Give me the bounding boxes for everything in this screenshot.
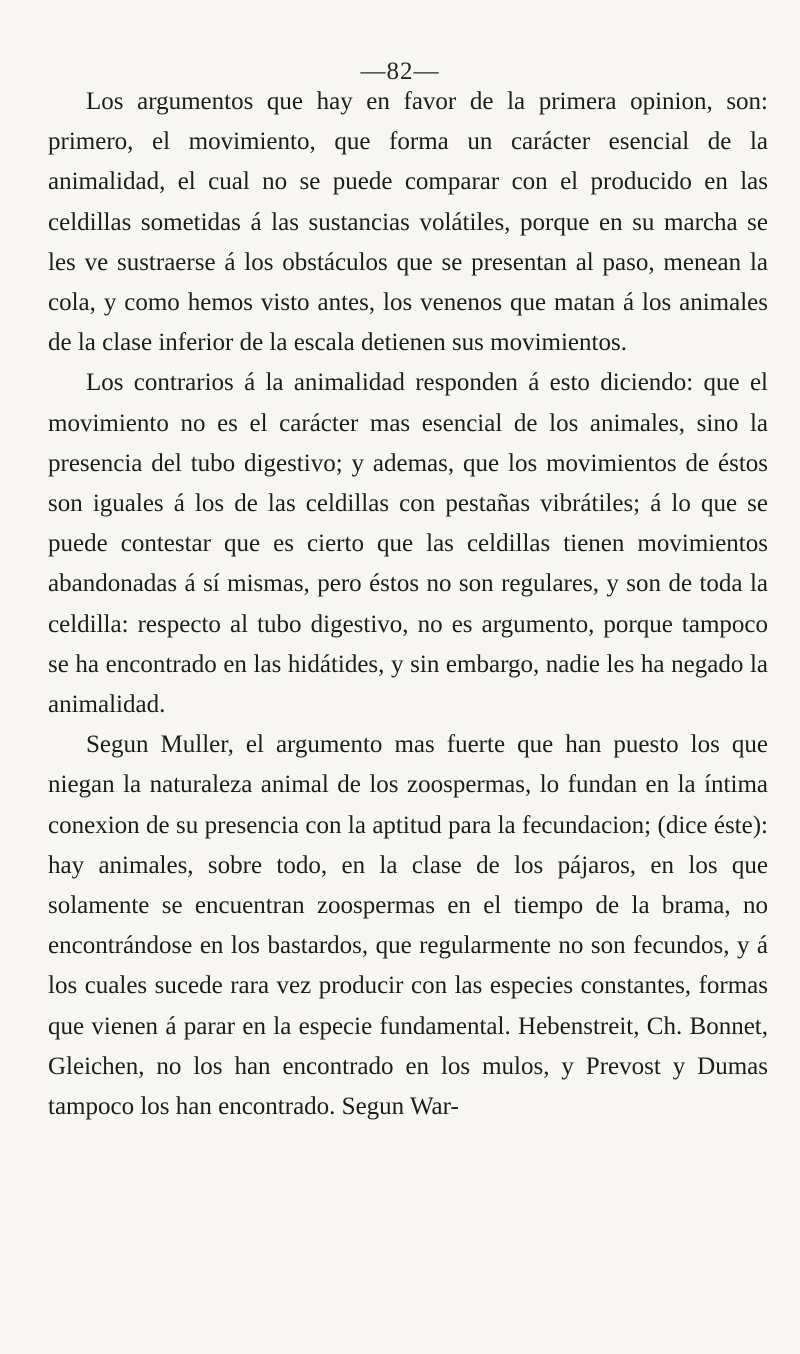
paragraph: Los contrarios á la animalidad responden á esto diciendo: que el movimiento no es el carácter mas esencial de los animales, sino la presencia del tubo digestivo; y ademas, que los movimientos de éstos son iguales á los de las celdillas con pestañas vibrátiles; á lo que se puede contestar que es cierto que las celdillas tienen movimientos abandonadas á sí mismas, pero éstos no son regulares, y son de toda la celdilla: respecto al tubo digestivo, no es argumento, porque tampoco se ha encontrado en las hidátides, y sin embargo, nadie les ha negado la animalidad.: [48, 369, 768, 719]
paragraph: Los argumentos que hay en favor de la primera opinion, son: primero, el movimiento, que forma un carácter esencial de la animalidad, el cual no se puede comparar con el producido en las celdillas sometidas á las sustancias volátiles, porque en su marcha se les ve sustraerse á los obstáculos que se presentan al paso, menean la cola, y como hemos visto antes, los venenos que matan á los animales de la clase inferior de la escala detienen sus movimientos.: [48, 88, 768, 357]
body-text: [48, 82, 768, 1127]
paragraph: Segun Muller, el argumento mas fuerte que han puesto los que niegan la naturaleza animal de los zoospermas, lo fundan en la íntima conexion de su presencia con la aptitud para la fecundacion; (dice éste): hay animales, sobre todo, en la clase de los pájaros, en los que solamente se encuentran zoospermas en el tiempo de la brama, no encontrándose en los bastardos, que regularmente no son fecundos, y á los cuales sucede rara vez producir con las especies constantes, formas que vienen á parar en la especie fundamental. Hebenstreit, Ch. Bonnet, Gleichen, no los han encontrado en los mulos, y Prevost y Dumas tampoco los han encontrado. Segun War-: [48, 731, 768, 1121]
page-number: —82—: [360, 58, 440, 85]
